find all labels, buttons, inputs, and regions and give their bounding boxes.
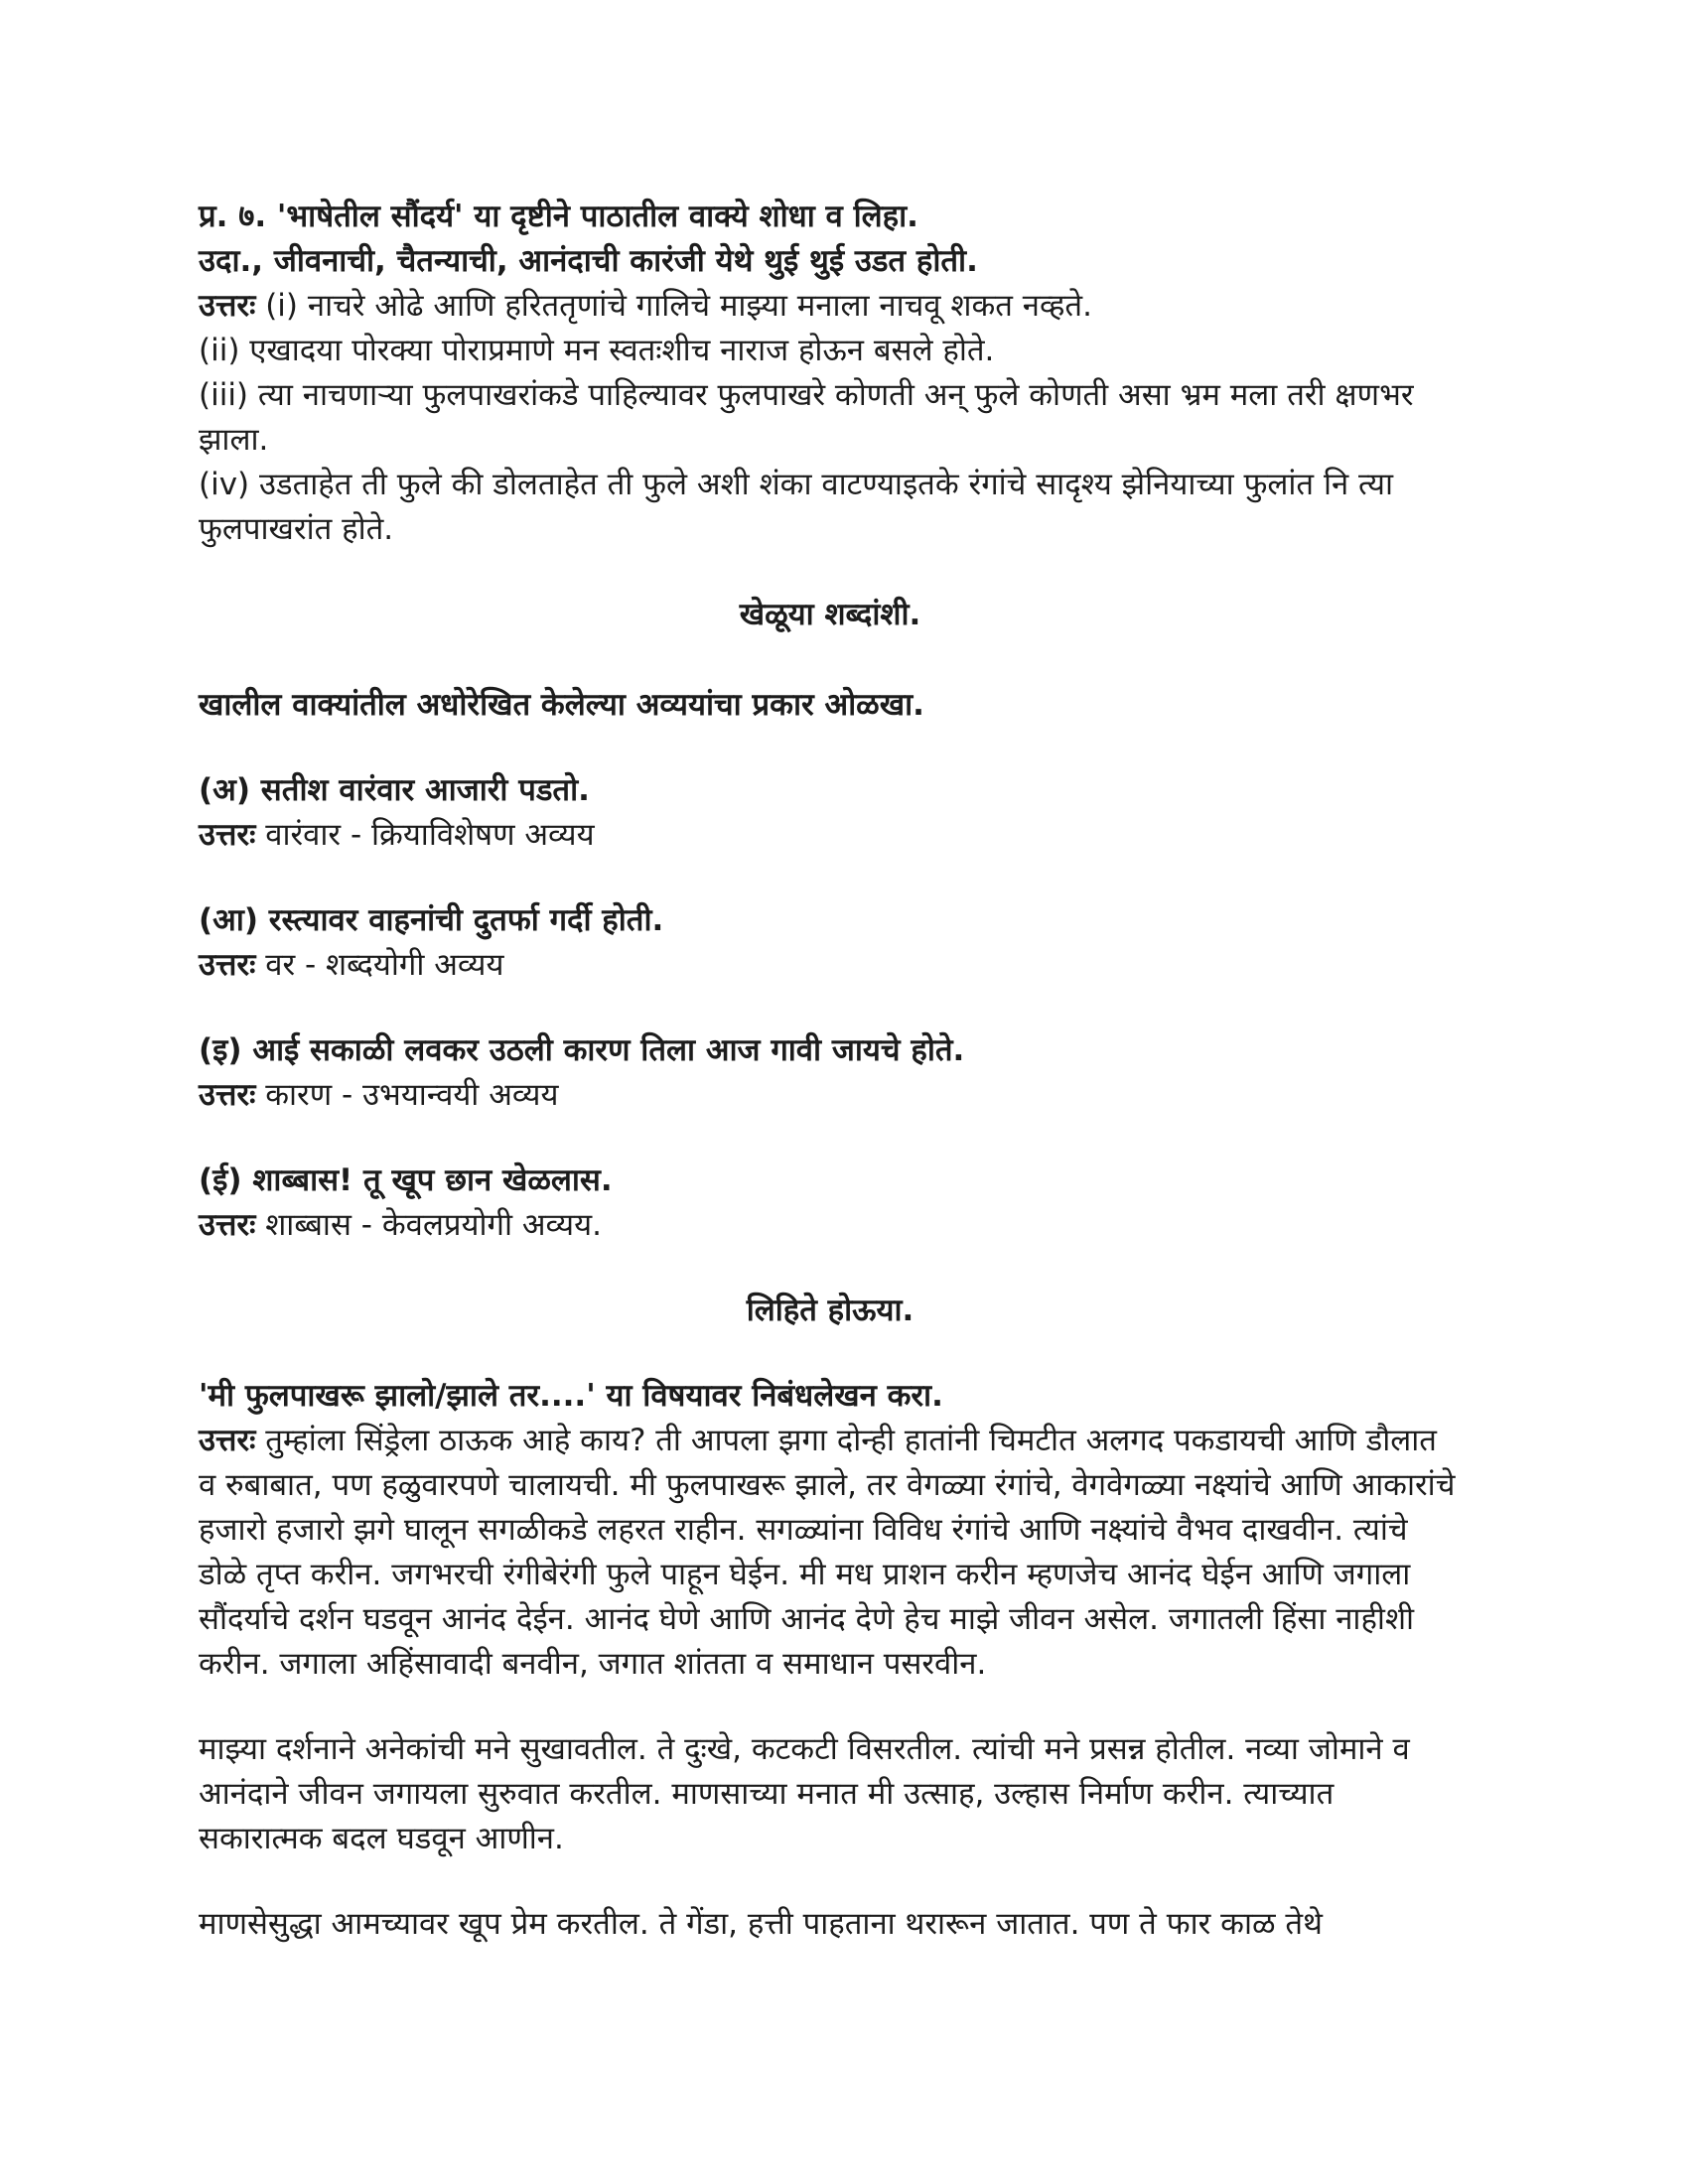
item-a-question: (अ) सतीश वारंवार आजारी पडतो. — [199, 772, 590, 808]
item-aa-answer-text: वर - शब्दयोगी अव्यय — [255, 947, 504, 983]
essay-paragraph-1-text: तुम्हांला सिंड्रेला ठाऊक आहे काय? ती आपला झगा दोन्ही हातांनी चिमटीत अलगद पकडायची आणि डौलात व रुबाबात, पण हळुवारपणे चालायची. मी फुलपाखरू झाले, तर वेगळ्या रंगांचे, वेगवेगळ्या नक्ष्यांचे आणि आकारांचे हजारो हजारो झगे घालून सगळीकडे लहरत राहीन. सगळ्यांना विविध रंगांचे आणि नक्ष्यांचे वैभव दाखवीन. त्यांचे डोळे तृप्त करीन. जगभरची रंगीबेरंगी फुले पाहून घेईन. मी मध प्राशन करीन म्हणजेच आनंद घेईन आणि जगाला सौंदर्याचे दर्शन घडवून आनंद देईन. आनंद घेणे आणि आनंद देणे हेच माझे जीवन असेल. जगातली हिंसा नाहीशी करीन. जगाला अहिंसावादी बनवीन, जगात शांतता व समाधान पसरवीन. — [199, 1423, 1456, 1682]
answer-label: उत्तरः — [199, 288, 256, 324]
answer-7-line-1 — [199, 284, 1462, 329]
answer-label: उत्तरः — [199, 1207, 256, 1243]
essay-paragraph-1 — [199, 1419, 1462, 1687]
answer-7-text-1: (i) नाचरे ओढे आणि हरिततृणांचे गालिचे माझ्या मनाला नाचवू शकत नव्हते. — [255, 288, 1092, 324]
answer-label: उत्तरः — [199, 947, 256, 983]
answer-7-line-4: (iv) उडताहेत ती फुले की डोलताहेत ती फुले अशी शंका वाटण्याइतके रंगांचे सादृश्य झेनियाच्या फुलांत नि त्या फुलपाखरांत होते. — [199, 467, 1394, 547]
section-heading-writing: लिहिते होऊया. — [746, 1293, 914, 1328]
essay-question: 'मी फुलपाखरू झालो/झाले तर....' या विषयावर निबंधलेखन करा. — [199, 1378, 943, 1414]
item-aa-answer — [199, 943, 1462, 988]
answer-label: उत्तरः — [199, 1077, 256, 1113]
item-ii-answer-text: शाब्बास - केवलप्रयोगी अव्यय. — [255, 1207, 602, 1243]
item-i-answer — [199, 1073, 1462, 1118]
answer-label: उत्तरः — [199, 817, 256, 853]
section-heading-words: खेळूया शब्दांशी. — [739, 597, 921, 632]
essay-paragraph-3: माणसेसुद्धा आमच्यावर खूप प्रेम करतील. ते गेंडा, हत्ती पाहताना थरारून जातात. पण ते फार काळ तेथे — [199, 1906, 1323, 1942]
item-a-answer — [199, 813, 1462, 858]
answer-7-line-2: (ii) एखादया पोरक्या पोराप्रमाणे मन स्वतःशीच नाराज होऊन बसले होते. — [199, 333, 995, 368]
answer-label: उत्तरः — [199, 1423, 256, 1458]
question-7: प्र. ७. 'भाषेतील सौंदर्य' या दृष्टीने पाठातील वाक्ये शोधा व लिहा. — [199, 199, 918, 234]
words-instruction: खालील वाक्यांतील अधोरेखित केलेल्या अव्ययांचा प्रकार ओळखा. — [199, 687, 924, 723]
essay-paragraph-2: माझ्या दर्शनाने अनेकांची मने सुखावतील. ते दुःखे, कटकटी विसरतील. त्यांची मने प्रसन्न होतील. नव्या जोमाने व आनंदाने जीवन जगायला सुरुवात करतील. माणसाच्या मनात मी उत्साह, उल्हास निर्माण करीन. त्याच्यात सकारात्मक बदल घडवून आणीन. — [199, 1731, 1410, 1856]
item-ii-answer — [199, 1203, 1462, 1248]
item-i-answer-text: कारण - उभयान्वयी अव्यय — [255, 1077, 559, 1113]
item-aa-question: (आ) रस्त्यावर वाहनांची दुतर्फा गर्दी होती. — [199, 902, 664, 938]
item-a-answer-text: वारंवार - क्रियाविशेषण अव्यय — [255, 817, 595, 853]
answer-7-line-3: (iii) त्या नाचणाऱ्या फुलपाखरांकडे पाहिल्यावर फुलपाखरे कोणती अन् फुले कोणती असा भ्रम मला तरी क्षणभर झाला. — [199, 377, 1414, 458]
question-7-example: उदा., जीवनाची, चैतन्याची, आनंदाची कारंजी येथे थुई थुई उडत होती. — [199, 243, 978, 279]
item-i-question: (इ) आई सकाळी लवकर उठली कारण तिला आज गावी जायचे होते. — [199, 1032, 965, 1068]
item-ii-question: (ई) शाब्बास! तू खूप छान खेळलास. — [199, 1162, 613, 1198]
